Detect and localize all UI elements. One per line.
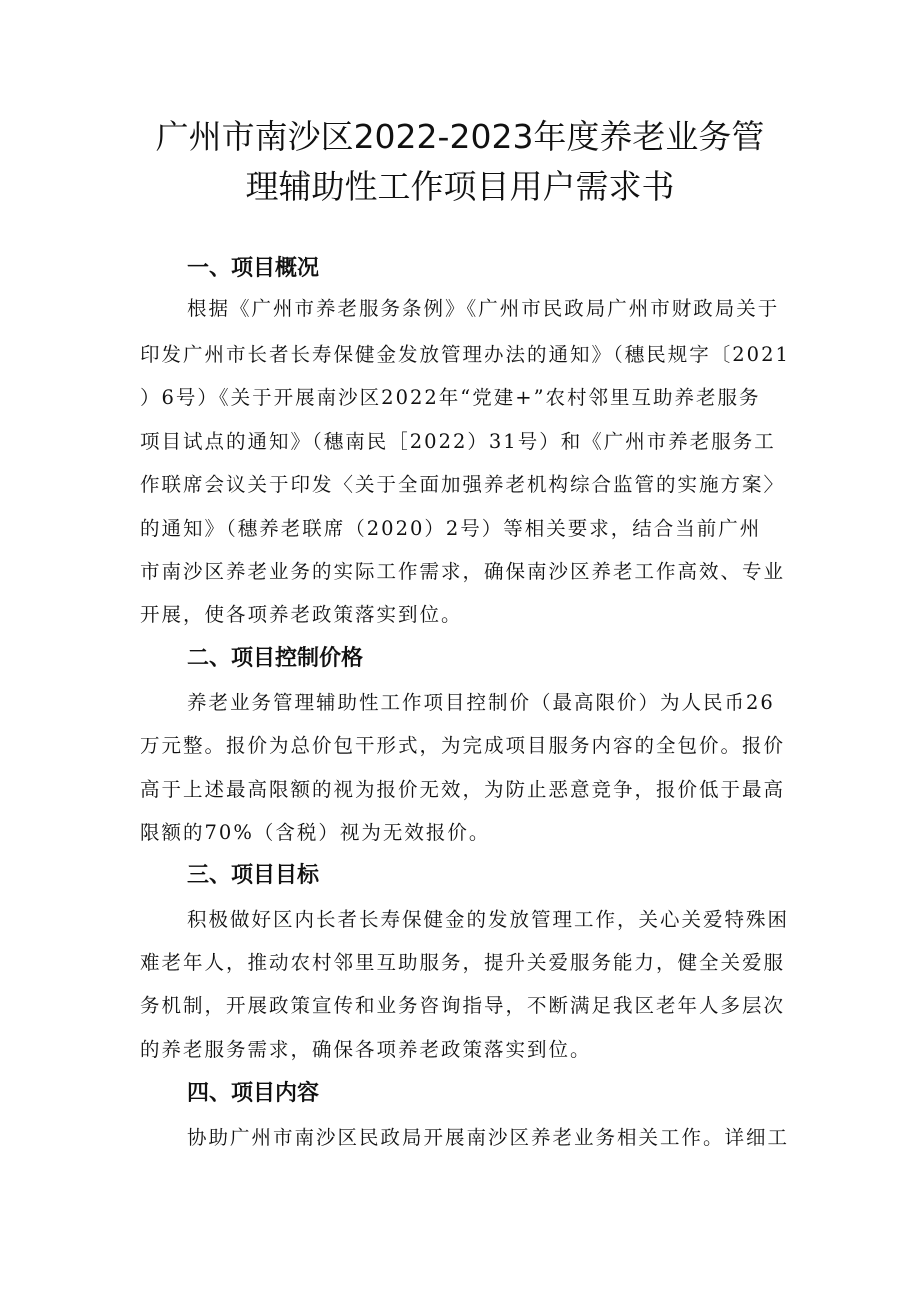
paragraph-line: ）6号）《关于开展南沙区2022年“党建+”农村邻里互助养老服务	[140, 386, 761, 409]
title-line-2: 理辅助性工作项目用户需求书	[245, 167, 675, 206]
title-line-1: 广州市南沙区2022-2023年度养老业务管	[155, 117, 765, 156]
paragraph-line: 限额的70%（含税）视为无效报价。	[140, 821, 491, 844]
paragraph-line: 高于上述最高限额的视为报价无效，为防止恶意竞争，报价低于最高	[140, 778, 786, 801]
paragraph-line: 项目试点的通知》（穗南民［2022）31号）和《广州市养老服务工	[140, 430, 776, 453]
paragraph-line: 积极做好区内长者长寿保健金的发放管理工作，关心关爱特殊困	[187, 908, 790, 931]
section-heading-goals: 三、项目目标	[187, 863, 320, 888]
paragraph-line: 市南沙区养老业务的实际工作需求，确保南沙区养老工作高效、专业	[140, 560, 786, 583]
paragraph-line: 万元整。报价为总价包干形式，为完成项目服务内容的全包价。报价	[140, 734, 786, 757]
paragraph-line: 难老年人，推动农村邻里互助服务，提升关爱服务能力，健全关爱服	[140, 951, 786, 974]
paragraph-line: 开展，使各项养老政策落实到位。	[140, 603, 463, 626]
section-heading-content: 四、项目内容	[187, 1081, 320, 1106]
document-title	[0, 112, 920, 212]
section-heading-overview: 一、项目概况	[187, 256, 320, 281]
paragraph-line: 印发广州市长者长寿保健金发放管理办法的通知》（穗民规字〔2021	[140, 343, 790, 366]
paragraph-line: 的通知》（穗养老联席（2020）2号）等相关要求，结合当前广州	[140, 517, 762, 540]
paragraph-line: 务机制，开展政策宣传和业务咨询指导，不断满足我区老年人多层次	[140, 994, 786, 1017]
paragraph-line: 的养老服务需求，确保各项养老政策落实到位。	[140, 1038, 592, 1061]
paragraph-line: 协助广州市南沙区民政局开展南沙区养老业务相关工作。详细工	[187, 1126, 790, 1149]
section-heading-price: 二、项目控制价格	[187, 646, 364, 671]
paragraph-line: 养老业务管理辅助性工作项目控制价（最高限价）为人民币26	[187, 691, 775, 714]
paragraph-line: 作联席会议关于印发〈关于全面加强养老机构综合监管的实施方案〉	[140, 473, 786, 496]
paragraph-line: 根据《广州市养老服务条例》《广州市民政局广州市财政局关于	[187, 297, 780, 320]
